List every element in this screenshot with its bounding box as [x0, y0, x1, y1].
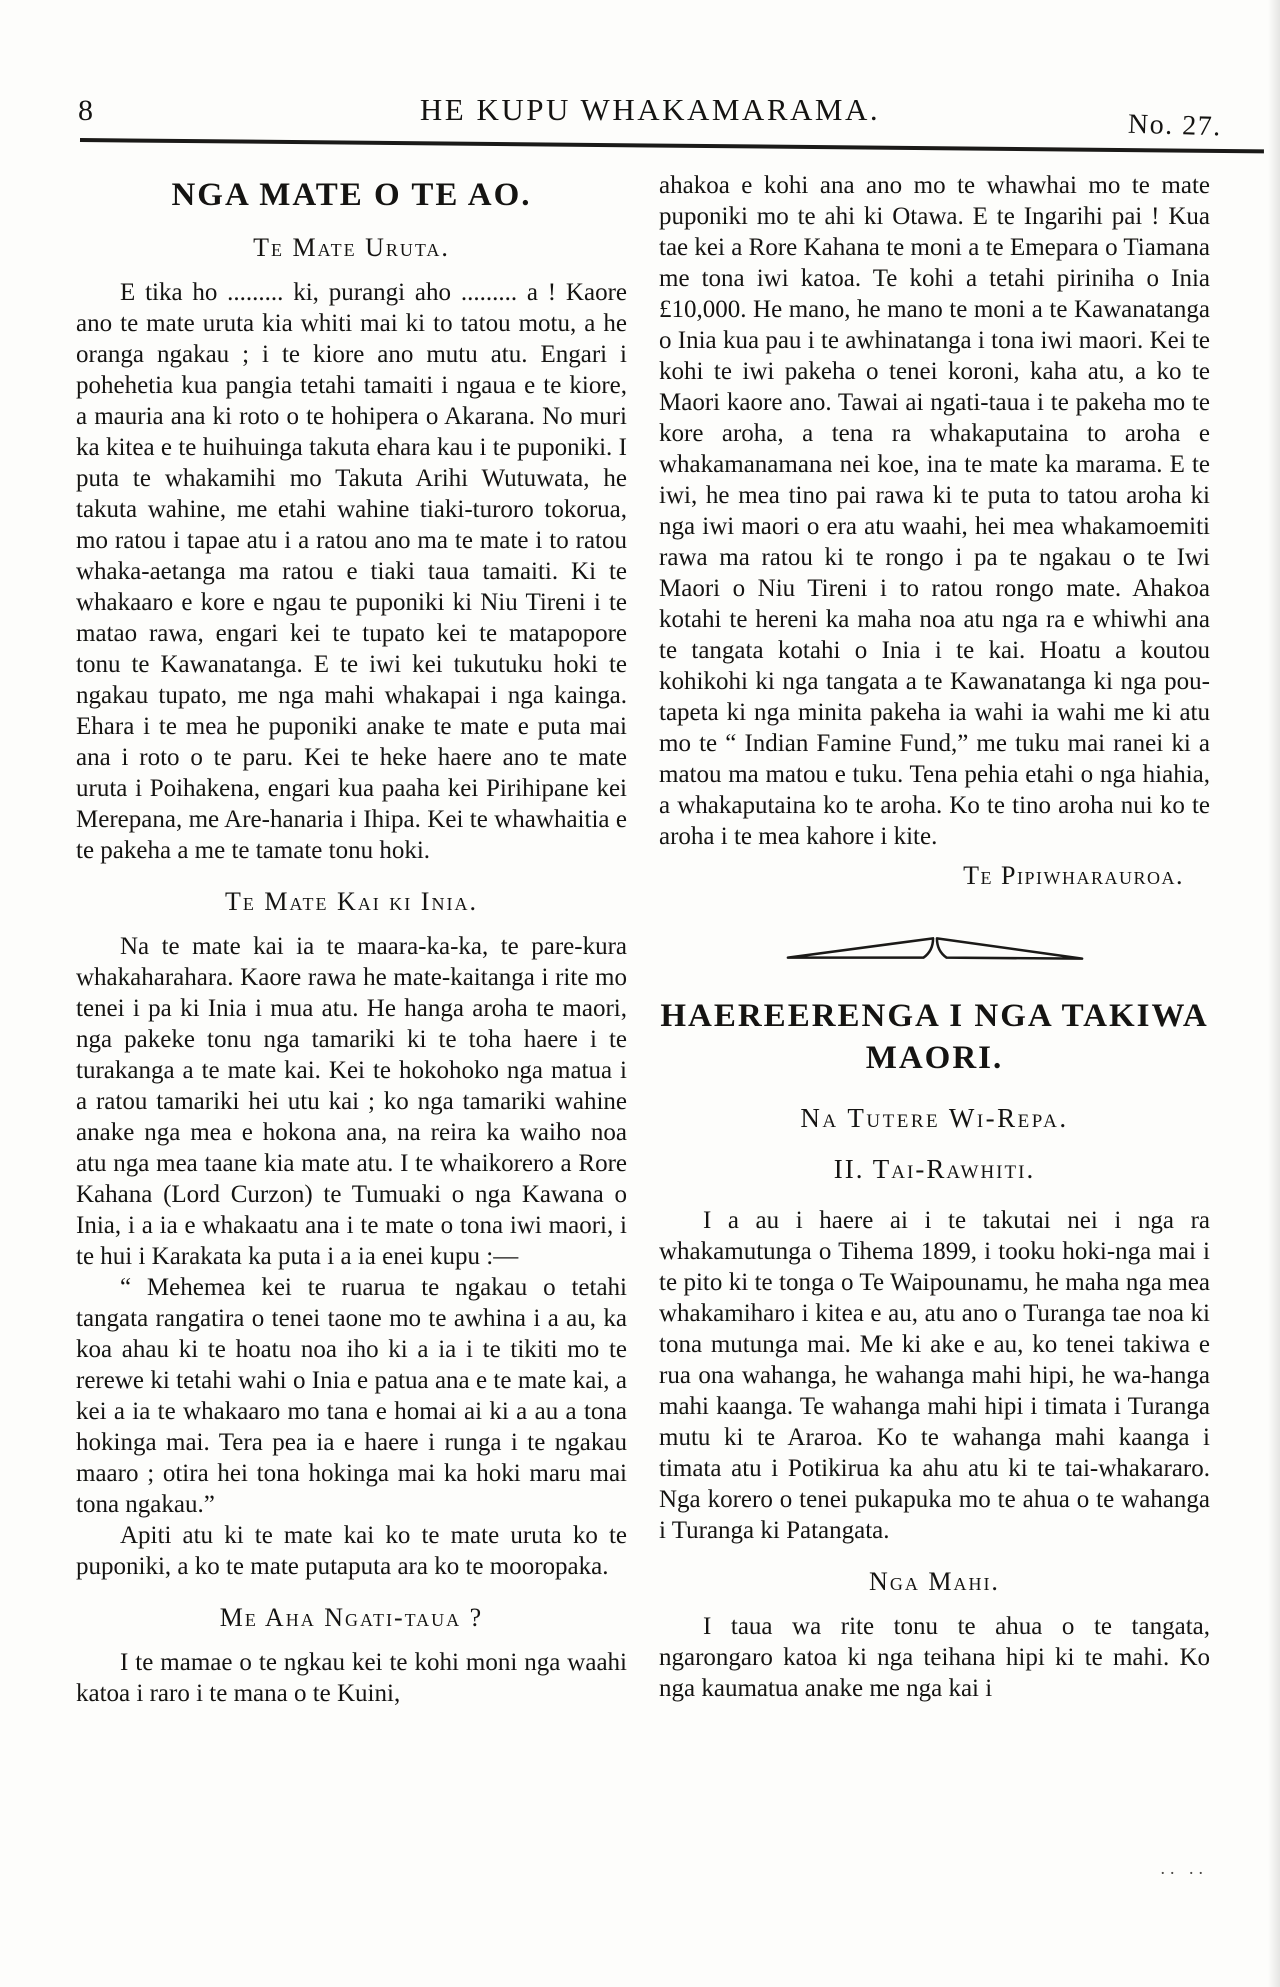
subheading-te-mate-kai-ki-inia: Te Mate Kai ki Inia. [225, 887, 478, 916]
subheading-me-aha-ngati-taua: Me Aha Ngati-taua ? [219, 1603, 484, 1632]
paragraph-nga-mahi: I taua wa rite tonu te ahua o te tangata, ngarongaro katoa ki nga teihana hipi ki te mahi. Ko nga kaumatua anake me nga kai i [659, 1613, 1210, 1702]
subheading-te-mate-uruta: Te Mate Uruta. [253, 233, 450, 262]
subheading-tai-rawhiti: II. Tai-Rawhiti. [833, 1154, 1036, 1184]
article-columns [0, 142, 1280, 1709]
article-title-nga-mate-o-te-ao: NGA MATE O TE AO. [171, 177, 532, 213]
paragraph-takutai: I a au i haere ai i te takutai nei i nga ra whakamutunga o Tihema 1899, i tooku hoki-nga mai i te pito ki te tonga o Te Waipounamu, he maha nga mea whakamiharo i kitea e au, atu ano o Turanga tae noa ki tona mutunga mai. Me ki ake e au, ko tenei takiwa e rua ona wahanga, he wahanga mahi hipi, he wa-hanga mahi kaanga. Te wahanga mahi hipi i timata i Turanga mutu ki te Araroa. Ko te wahanga mahi kaanga i timata atu i Potikirua ka ahu atu ki te tai-whakararo. Nga korero o tenei pukapuka mo te ahua o te wahanga i Turanga ki Patangata. [659, 1207, 1210, 1544]
page-number: 8 [78, 94, 93, 127]
paragraph-mate-kai: Na te mate kai ia te maara-ka-ka, te pare-kura whakaharahara. Kaore rawa he mate-kaitanga i rite mo tenei i pa ki Inia i mua atu. He hanga aroha te maori, nga pakeke tonu nga tamariki ki te toha haere i te turakanga a te mate kai. Kei te hokohoko nga matua i a ratou tamariki hei utu kai ; ko nga tamariki wahine anake nga mea e hokona ana, na reira ka waiho noa atu nga mea taane kia mate atu. I te whaikorero a Rore Kahana (Lord Curzon) te Tumuaki o nga Kawana o Inia, i a ia e whakaatu ana i te mate o tona iwi maori, i te hui i Karakata ka puta i a ia enei kupu :— [76, 933, 627, 1270]
divider-ornament-icon [785, 933, 1085, 963]
ink-speck-artifact: .. .. [1160, 1858, 1208, 1878]
left-column [76, 170, 627, 1709]
page-header [0, 0, 1280, 143]
paragraph-curzon-quote: “ Mehemea kei te ruarua te ngakau o tetahi tangata rangatira o tenei taone mo te awhina i a au, ka koa ahau ki te hoatu noa iho ki a ia i te tikiti mo te rerewe ki tetahi wahi o Inia e patua ana e te mate kai, a kei a ia te whakaaro mo tana e homai ai ki a au a tona hokinga mai. Tera pea ia e haere i runga i te ngakau maaro ; otira hei tona hokinga mai ka hoki maru mai tona ngakau.” [76, 1274, 627, 1518]
subheading-nga-mahi: Nga Mahi. [869, 1567, 1000, 1596]
paragraph-mate-uruta: E tika ho ......... ki, purangi aho ......... a ! Kaore ano te mate uruta kia whiti mai ki to tatou motu, a he oranga ngakau ; i te kiore ano mutu atu. Engari i pohehetia kua pangia tetahi tamaiti i ngaua e te kiore, a mauria ana ki roto o te hohipera o Akarana. No muri ka kitea e te huihuinga takuta ehara kau i te puponiki. I puta te whakamihi mo Takuta Arihi Wutuwata, he takuta wahine, me etahi wahine tiaki-turoro tokorua, mo ratou i tapae atu i a ratou ano ma te mate i to ratou whaka-aetanga ma ratou e tiaki taua tamaiti. Ki te whakaaro e kore e ngau te puponiki ki Niu Tireni i te matao rawa, engari kei te tupato kei te matapopore tonu te Kawanatanga. E te iwi kei tukutuku hoki te ngakau tupato, me nga mahi whakapai i nga kainga. Ehara i te mea he puponiki anake te mate e puta mai ana i roto o te paru. Kei te heke haere ano te mate uruta i Poihakena, engari kua paaha kei Pirihipane kei Merepana, me Are-hanaria i Ihipa. Kei te whawhaitia e te pakeha a me te tamate tonu hoki. [76, 279, 627, 864]
byline-tutere-wi-repa: Na Tutere Wi-Repa. [800, 1103, 1069, 1133]
paragraph-apiti-atu: Apiti atu ki te mate kai ko te mate uruta ko te puponiki, a ko te mate putaputa ara ko te mooropaka. [76, 1522, 627, 1580]
article-title-haereerenga: HAEREERENGA I NGA TAKIWA MAORI. [660, 998, 1209, 1076]
section-divider [659, 933, 1210, 971]
signature-te-pipiwharauroa: Te Pipiwharauroa. [963, 861, 1184, 890]
paragraph-continuation: ahakoa e kohi ana ano mo te whawhai mo te mate puponiki mo te ahi ki Otawa. E te Ingarihi pai ! Kua tae kei a Rore Kahana te moni a te Emepara o Tiamana me tona iwi katoa. Te kohi a tetahi piriniha o Inia £10,000. He mano, he mano te moni a te Kawanatanga o Inia kua pau i te awhinatanga i tona iwi maori. Kei te kohi te iwi pakeha o tenei koroni, kaha atu, a ko te Maori kaore ano. Tawai ai ngati-taua i te pakeha mo te kore aroha, a tena ra whakaputaina to aroha e whakamanamana nei koe, ina te mate ka marama. E te iwi, he mea tino pai rawa ki te puta to tatou aroha ki nga iwi maori o era atu waahi, hei mea whakamoemiti rawa ma ratou ki te rongo i pa te ngakau o te Iwi Maori o Niu Tireni i to ratou rongo mate. Ahakoa kotahi te hereni ka maha noa atu nga ra e whiwhi ana te tangata kotahi o Inia i te kai. Hoatu a koutou kohikohi ki nga tangata a te Kawanatanga ki nga pou-tapeta ki nga minita pakeha ia wahi ia wahi me ki atu mo te “ Indian Famine Fund,” me tuku mai ranei ki a matou ma matou e tuku. Tena pehia etahi o nga hiahia, a whakaputaina ko te aroha. Ko te tino aroha nui ko te aroha i te mea kahore i kite. [659, 172, 1210, 850]
issue-number: No. 27. [1127, 108, 1223, 143]
masthead-title: HE KUPU WHAKAMARAMA. [419, 92, 881, 127]
paragraph-me-aha: I te mamae o te ngkau kei te kohi moni nga waahi katoa i raro i te mana o te Kuini, [76, 1649, 627, 1707]
right-column [659, 170, 1210, 1709]
